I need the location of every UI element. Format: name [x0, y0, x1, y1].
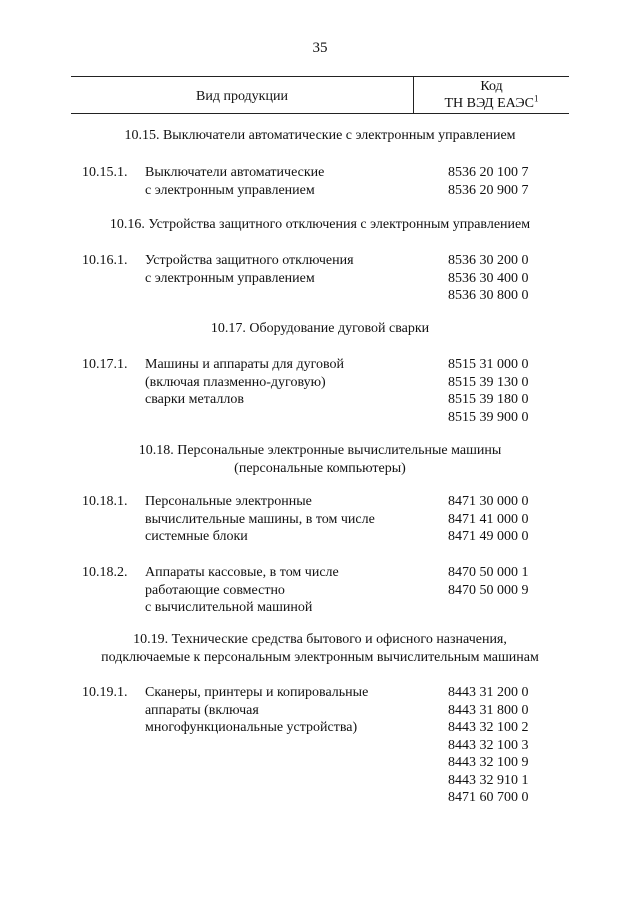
product-name: Аппараты кассовые, в том числе работающие совместно с вычислительной машиной — [145, 565, 339, 615]
section-title-10-16: 10.16. Устройства защитного отключения с электронным управлением — [109, 217, 531, 232]
code-header-line1: Код — [480, 79, 503, 94]
item-number: 10.15.1. — [82, 165, 128, 180]
section-title-10-18: 10.18. Персональные электронные вычислительные машины (персональные компьютеры) — [138, 443, 502, 476]
product-name: Выключатели автоматические с электронным управлением — [145, 165, 325, 198]
tn-ved-codes: 8536 20 100 7 8536 20 900 7 — [448, 165, 529, 198]
tn-ved-codes: 8515 31 000 0 8515 39 130 0 8515 39 180 0 8515 39 900 0 — [448, 357, 529, 425]
section-title-10-17: 10.17. Оборудование дуговой сварки — [210, 321, 430, 336]
item-number: 10.18.2. — [82, 565, 128, 580]
section-title-10-19: 10.19. Технические средства бытового и офисного назначения, подключаемые к персональным электронным вычислительным машинам — [101, 632, 539, 665]
product-name: Сканеры, принтеры и копировальные аппараты (включая многофункциональные устройства) — [145, 685, 369, 735]
tn-ved-codes: 8470 50 000 1 8470 50 000 9 — [448, 565, 529, 598]
tn-ved-codes: 8443 31 200 0 8443 31 800 0 8443 32 100 2 8443 32 100 3 8443 32 100 9 8443 32 910 1 8471 60 700 0 — [448, 685, 529, 805]
code-header-line2: ТН ВЭД ЕАЭС$^1$ — [444, 93, 539, 111]
item-number: 10.16.1. — [82, 253, 128, 268]
footnote-marker: 1 — [534, 93, 539, 104]
product-name: Машины и аппараты для дуговой (включая плазменно-дуговую) сварки металлов — [145, 357, 345, 407]
page-number: 35 — [312, 40, 328, 56]
table-header — [71, 76, 569, 114]
item-number: 10.19.1. — [82, 685, 128, 700]
product-name: Персональные электронные вычислительные машины, в том числе системные блоки — [145, 494, 375, 544]
code-column-header — [414, 77, 569, 113]
product-name: Устройства защитного отключения с электронным управлением — [145, 253, 354, 286]
section-title-10-15: 10.15. Выключатели автоматические с электронным управлением — [124, 128, 516, 143]
item-number: 10.17.1. — [82, 357, 128, 372]
tn-ved-codes: 8536 30 200 0 8536 30 400 0 8536 30 800 0 — [448, 253, 529, 303]
product-column-header: Вид продукции — [71, 77, 414, 113]
tn-ved-codes: 8471 30 000 0 8471 41 000 0 8471 49 000 0 — [448, 494, 529, 544]
item-number: 10.18.1. — [82, 494, 128, 509]
